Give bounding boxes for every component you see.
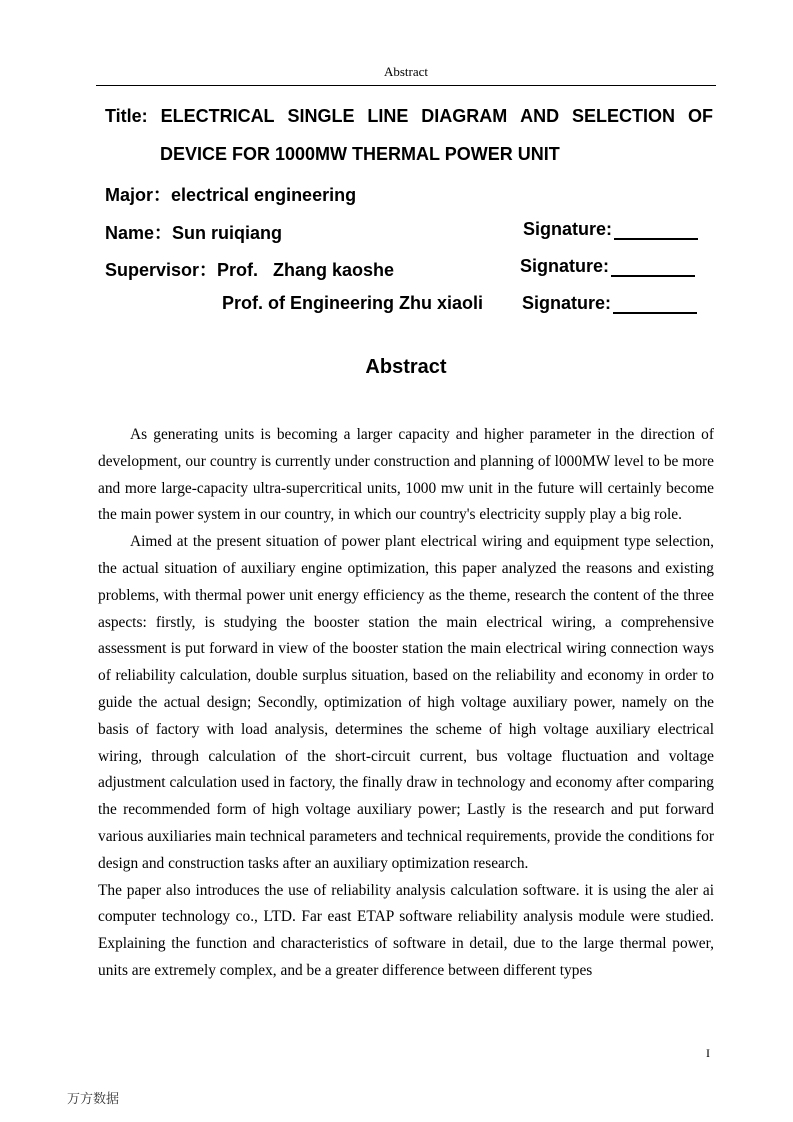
- abstract-paragraph: Aimed at the present situation of power plant electrical wiring and equipment type selection, the actual situation of auxiliary engine optimization, this paper analyzed the reasons and existing problems, with thermal power unit energy efficiency as the theme, research the content of the three aspects: firstly, is studying the booster station the main electrical wiring, a comprehensive assessment is put forward in view of the booster station the main electrical wiring connection ways of reliability calculation, double surplus situation, based on the reliability and economy in order to guide the actual design; Secondly, optimization of high voltage auxiliary power, namely on the basis of factory with load analysis, determines the scheme of high voltage auxiliary electrical wiring, through calculation of the short-circuit current, bus voltage fluctuation and voltage adjustment calculation used in factory, the finally draw in technology and economy after comparing the recommended form of high voltage auxiliary power; Lastly is the research and put forward various auxiliaries main technical parameters and technical requirements, provide the conditions for design and construction tasks after an auxiliary optimization research.: [98, 533, 714, 872]
- co-supervisor-line: Prof. of Engineering Zhu xiaoli: [222, 293, 484, 313]
- major-line: Major：electrical engineering: [105, 185, 357, 205]
- signature-label: Signature:: [523, 219, 613, 239]
- title-word: OF: [687, 106, 713, 126]
- author-signature: [523, 219, 698, 240]
- supervisor-signature: [520, 256, 695, 277]
- watermark: 万方数据: [67, 1092, 120, 1107]
- supervisor-line: Supervisor：Prof. Zhang kaoshe: [105, 260, 395, 280]
- title-line-1: [105, 106, 713, 127]
- signature-blank: [613, 294, 697, 314]
- abstract-paragraph: The paper also introduces the use of reliability analysis calculation software. it is using the aler ai computer technology co., LTD. Far east ETAP software reliability analysis module were studied. Explaining the function and characteristics of software in detail, due to the large thermal power, units are extremely complex, and be a greater difference between different types: [98, 881, 714, 979]
- author-name-line: Name：Sun ruiqiang: [105, 223, 283, 243]
- abstract-heading: Abstract: [365, 356, 447, 378]
- title-word: SELECTION: [572, 106, 676, 126]
- signature-label: Signature:: [522, 293, 612, 313]
- abstract-paragraph: As generating units is becoming a larger capacity and higher parameter in the direction of development, our country is currently under construction and planning of l000MW level to be more and more large-capacity ultra-supercritical units, 1000 mw unit in the future will certainly become the main power system in our country, in which our country's electricity supply play a big role.: [98, 426, 714, 524]
- abstract-body: [98, 422, 714, 985]
- signature-blank: [611, 257, 695, 277]
- signature-blank: [614, 220, 698, 240]
- signature-label: Signature:: [520, 256, 610, 276]
- title-word: ELECTRICAL: [160, 106, 275, 126]
- title-line-2: DEVICE FOR 1000MW THERMAL POWER UNIT: [160, 144, 560, 164]
- title-word: LINE: [367, 106, 409, 126]
- title-word: AND: [520, 106, 560, 126]
- title-label: Title:: [105, 106, 148, 126]
- running-header: Abstract: [96, 64, 716, 86]
- title-word: SINGLE: [287, 106, 355, 126]
- co-supervisor-signature: [522, 293, 697, 314]
- title-word: DIAGRAM: [421, 106, 508, 126]
- page-number: I: [706, 1046, 710, 1060]
